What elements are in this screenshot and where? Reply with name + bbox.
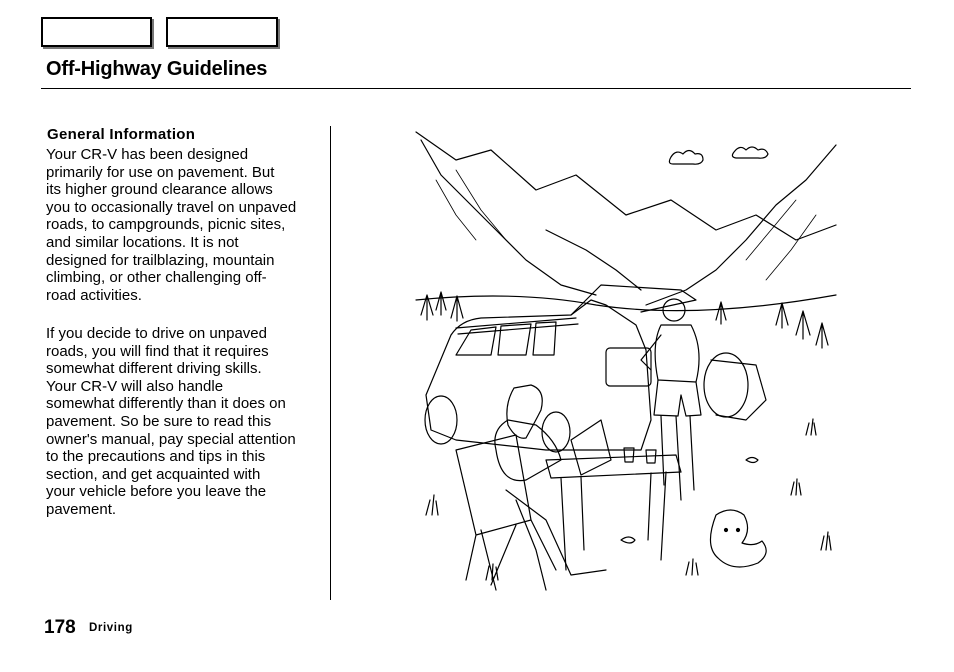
valley-line (416, 295, 836, 311)
tree-icon (451, 296, 463, 321)
grass-tuft (806, 419, 816, 435)
man-shorts (654, 380, 701, 416)
text-line: pavement. (46, 500, 117, 518)
tree-icon (776, 303, 788, 328)
text-line: and similar locations. It is not (46, 233, 239, 251)
next-page-button[interactable] (166, 17, 278, 47)
tree-icon (796, 311, 810, 339)
text-line: primarily for use on pavement. But (46, 163, 275, 181)
section-name: Driving (89, 622, 133, 634)
title-divider (41, 88, 911, 89)
camping-scene-illustration (396, 120, 852, 610)
text-line: If you decide to drive on unpaved (46, 325, 267, 342)
grass-tuft (821, 532, 831, 550)
woman-hair (507, 385, 542, 438)
text-line: you to occasionally travel on unpaved (46, 198, 297, 216)
rock (621, 537, 635, 543)
section-heading: General Information (47, 126, 196, 143)
text-line: roads, to campgrounds, picnic sites, (46, 216, 286, 234)
tree-icon (436, 292, 446, 315)
page-title: Off-Highway Guidelines (46, 58, 268, 80)
rock (746, 458, 758, 463)
paragraph-unpaved-roads (46, 325, 326, 519)
text-line: to the precautions and tips in this (46, 448, 266, 466)
page-number: 178 (44, 617, 76, 638)
mountain-ridge-mid (546, 230, 641, 290)
paragraph-general-info (46, 146, 326, 304)
text-line: Your CR-V has been designed (46, 146, 249, 163)
mountain-ridge-left (421, 140, 596, 295)
text-line: Your CR-V will also handle (46, 377, 224, 395)
text-line: owner's manual, pay special attention (46, 430, 296, 448)
column-divider (330, 126, 331, 600)
grass-tuft (426, 495, 438, 515)
dog (710, 510, 766, 567)
grass-tuft (791, 479, 801, 495)
text-line: road activities. (46, 286, 142, 304)
previous-page-button[interactable] (41, 17, 152, 47)
text-line: roads, you will find that it requires (46, 342, 269, 360)
folding-chair (456, 435, 556, 590)
cooler (606, 348, 651, 386)
text-line: pavement. So be sure to read this (46, 412, 272, 430)
mountain-ridge-back (416, 132, 836, 240)
tree-icon (716, 302, 726, 324)
picnic-table (546, 455, 681, 570)
cloud-icon (669, 151, 703, 165)
text-line: its higher ground clearance allows (46, 181, 273, 199)
text-line: section, and get acquainted with (46, 465, 261, 483)
man-body (655, 325, 699, 382)
grass-tuft (486, 564, 498, 580)
text-line: climbing, or other challenging off- (46, 269, 267, 287)
text-line: somewhat differently than it does on (46, 395, 286, 413)
suv-roof-rack (456, 318, 578, 334)
mountain-ridge-right (646, 145, 836, 305)
text-line: your vehicle before you leave the (46, 483, 267, 501)
cloud-icon (732, 147, 768, 158)
grass-tuft (686, 559, 698, 575)
woman-book (571, 420, 611, 475)
text-line: designed for trailblazing, mountain (46, 251, 275, 269)
spare-tire (704, 353, 748, 417)
text-line: somewhat different driving skills. (46, 360, 262, 378)
woman-legs (506, 490, 606, 590)
tree-icon (816, 323, 828, 348)
